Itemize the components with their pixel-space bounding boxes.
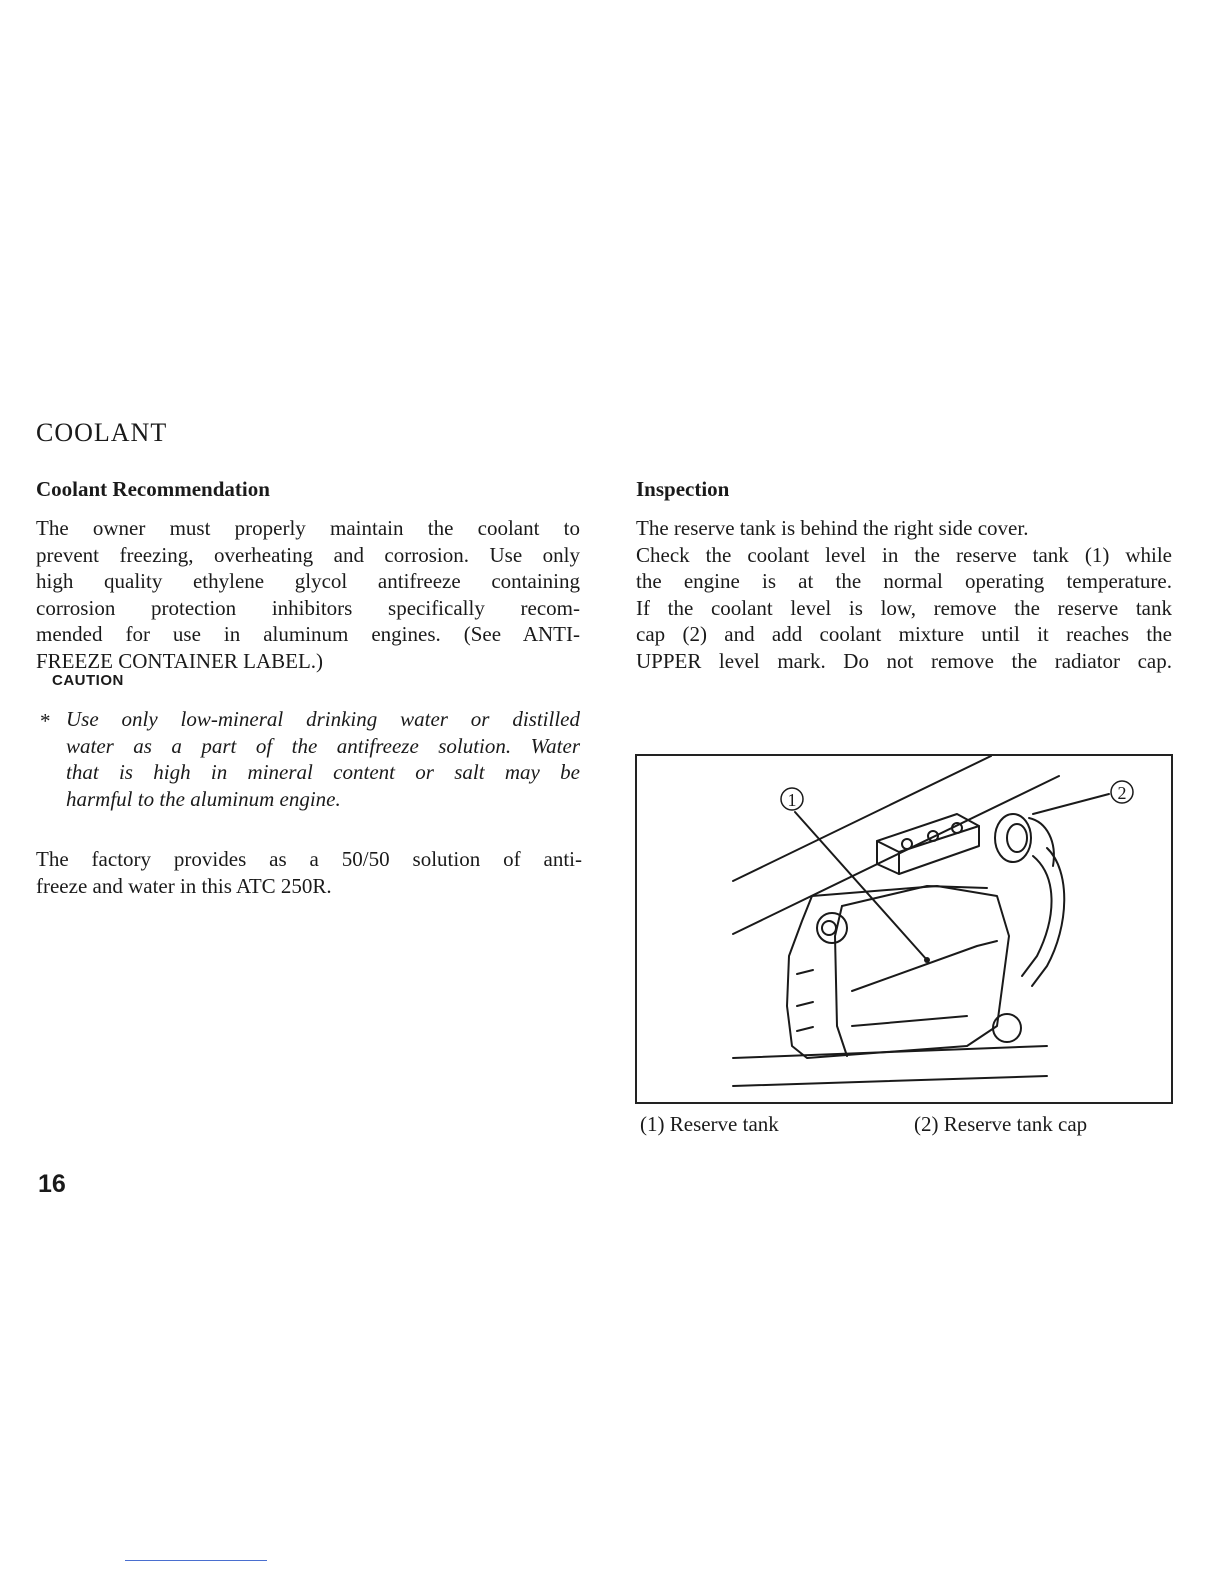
paragraph-line: UPPER level mark. Do not remove the radiator cap. (636, 648, 1172, 673)
caution-line: that is high in mineral content or salt may be (66, 760, 580, 785)
paragraph-line: prevent freezing, overheating and corrosion. Use only (36, 542, 580, 567)
paragraph-line: FREEZE CONTAINER LABEL.) (36, 648, 324, 673)
callout-1-badge (781, 788, 803, 810)
paragraph-line: the engine is at the normal operating temperature. (636, 569, 1172, 594)
callout-2-label: 2 (1117, 783, 1127, 803)
paragraph-line: The owner must properly maintain the coolant to (36, 516, 580, 540)
coolant-recommendation-paragraph (36, 515, 580, 675)
paragraph-line: high quality ethylene glycol antifreeze containing (36, 569, 580, 594)
paragraph-line: Check the coolant level in the reserve tank (1) while (636, 542, 1172, 567)
callout-2-badge (1111, 781, 1133, 803)
reserve-tank-illustration (635, 754, 1173, 1104)
figure-caption-reserve-tank: (1) Reserve tank (640, 1112, 779, 1136)
factory-note-paragraph (36, 846, 582, 899)
caution-label: CAUTION (52, 672, 124, 689)
paragraph-line: If the coolant level is low, remove the reserve tank (636, 595, 1172, 620)
caution-line: water as a part of the antifreeze solution. Water (66, 733, 580, 758)
inspection-heading: Inspection (636, 477, 730, 501)
reserve-tank-drawing (637, 756, 1171, 1102)
paragraph-line: mended for use in aluminum engines. (See ANTI- (36, 622, 580, 647)
caution-line: Use only low-mineral drinking water or distilled (66, 707, 580, 731)
inspection-paragraph (636, 515, 1172, 675)
paragraph-line: cap (2) and add coolant mixture until it reaches the (636, 622, 1172, 647)
figure-caption-reserve-tank-cap: (2) Reserve tank cap (914, 1112, 1088, 1136)
bottom-divider (125, 1560, 267, 1561)
coolant-recommendation-heading: Coolant Recommendation (36, 477, 270, 501)
paragraph-line: The factory provides as a 50/50 solution of anti- (36, 847, 582, 871)
paragraph-line: The reserve tank is behind the right side cover. (636, 516, 1029, 540)
paragraph-line: corrosion protection inhibitors specifically recom- (36, 595, 580, 620)
caution-bullet: * (40, 709, 51, 733)
page-number: 16 (38, 1170, 66, 1198)
caution-line: harmful to the aluminum engine. (66, 786, 341, 811)
section-title: COOLANT (36, 418, 168, 447)
callout-1-label: 1 (787, 790, 797, 810)
caution-text (66, 706, 580, 812)
paragraph-line: freeze and water in this ATC 250R. (36, 873, 332, 898)
